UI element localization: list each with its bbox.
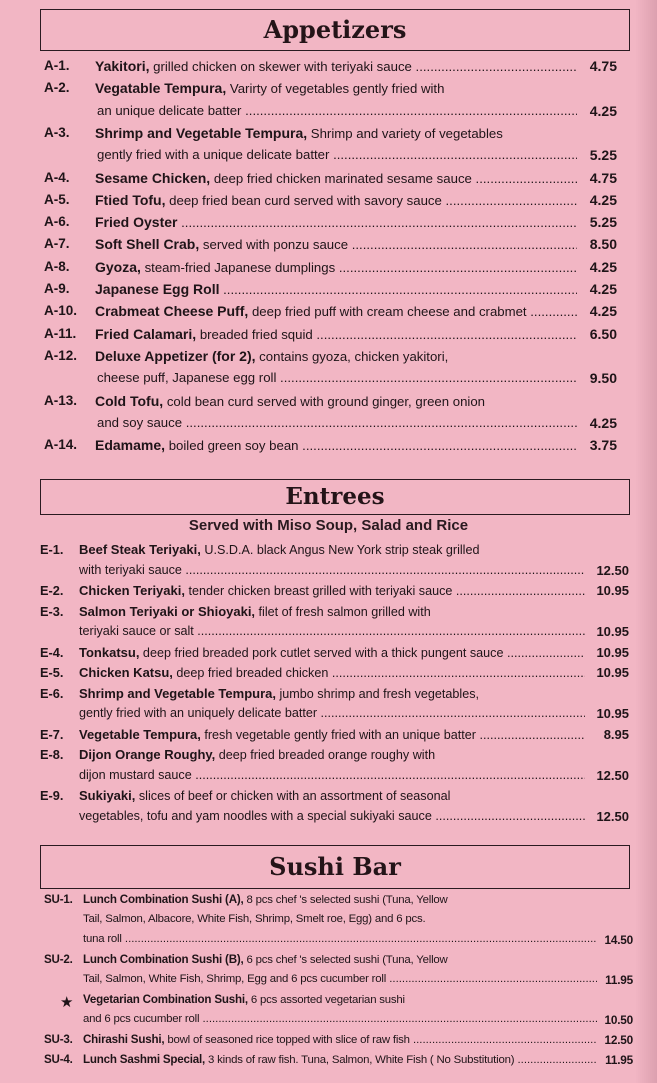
item-description: gently fried with a unique delicate batter bbox=[97, 147, 330, 163]
item-text bbox=[83, 1013, 597, 1025]
item-description: filet of fresh salmon grilled with bbox=[255, 604, 431, 619]
item-text bbox=[95, 259, 577, 275]
item-price: 8.50 bbox=[589, 236, 617, 253]
menu-line bbox=[0, 768, 657, 790]
item-price: 4.75 bbox=[589, 169, 617, 186]
item-price: 10.95 bbox=[596, 665, 629, 680]
menu-line bbox=[0, 348, 657, 370]
item-text bbox=[95, 348, 637, 364]
item-name: Lunch Sashmi Special, bbox=[83, 1053, 206, 1066]
item-code: A-12. bbox=[44, 347, 78, 363]
menu-line bbox=[0, 192, 657, 214]
item-description: dijon mustard sauce bbox=[79, 767, 192, 782]
item-code: A-6. bbox=[44, 214, 70, 230]
menu-line bbox=[0, 281, 657, 303]
item-name: Sesame Chicken, bbox=[95, 169, 211, 186]
menu-line bbox=[0, 973, 657, 995]
item-description: U.S.D.A. black Angus New York strip steak grilled bbox=[200, 543, 480, 557]
item-text bbox=[79, 727, 585, 742]
item-text bbox=[95, 236, 577, 252]
section-title: Entrees bbox=[285, 483, 385, 510]
item-name: Sukiyaki, bbox=[79, 788, 136, 803]
menu-line bbox=[0, 542, 657, 564]
menu-line bbox=[0, 933, 657, 955]
item-name: Chicken Teriyaki, bbox=[79, 583, 185, 598]
item-code: A-1. bbox=[44, 58, 70, 73]
menu-line bbox=[0, 1013, 657, 1035]
menu-line bbox=[0, 214, 657, 236]
item-text bbox=[83, 993, 637, 1006]
item-name: Soft Shell Crab, bbox=[95, 236, 200, 253]
item-price: 10.95 bbox=[596, 624, 629, 639]
item-price: 4.25 bbox=[589, 303, 617, 320]
menu-line bbox=[0, 437, 657, 459]
item-description: Varirty of vegetables gently fried with bbox=[226, 81, 445, 97]
menu-line bbox=[0, 953, 657, 975]
menu-line bbox=[0, 993, 657, 1015]
item-description: grilled chicken on skewer with teriyaki sauce bbox=[149, 59, 412, 74]
menu-line bbox=[0, 604, 657, 626]
item-description: cheese puff, Japanese egg roll bbox=[97, 370, 277, 386]
item-text bbox=[97, 370, 577, 385]
item-description: vegetables, tofu and yam noodles with a special sukiyaki sauce bbox=[79, 808, 432, 823]
item-price: 10.95 bbox=[596, 583, 629, 598]
item-price: 4.25 bbox=[589, 258, 617, 275]
menu-line bbox=[0, 809, 657, 831]
item-code: E-7. bbox=[40, 726, 64, 742]
item-price: 11.95 bbox=[605, 1053, 633, 1067]
item-description: fresh vegetable gently fried with an unique batter bbox=[200, 727, 476, 742]
item-text bbox=[79, 768, 585, 782]
item-description: 6 pcs assorted vegetarian sushi bbox=[247, 994, 405, 1006]
item-code: SU-1. bbox=[44, 893, 73, 906]
item-description: 6 pcs chef 's selected sushi (Tuna, Yellow bbox=[243, 954, 448, 966]
item-text bbox=[83, 913, 637, 925]
item-text bbox=[79, 542, 637, 557]
item-price: 12.50 bbox=[596, 562, 629, 578]
item-price: 5.25 bbox=[589, 214, 617, 231]
star-icon: ★ bbox=[60, 994, 74, 1011]
item-code: SU-4. bbox=[44, 1053, 73, 1066]
item-description: and soy sauce bbox=[97, 414, 183, 430]
item-description: 8 pcs chef 's selected sushi (Tuna, Yellow bbox=[243, 894, 448, 906]
section-title: Sushi Bar bbox=[269, 852, 401, 881]
page-edge-shadow bbox=[635, 0, 657, 1083]
item-code: A-13. bbox=[44, 392, 78, 408]
item-code: A-14. bbox=[44, 437, 78, 453]
item-description: bowl of seasoned rice topped with slice of raw fish bbox=[164, 1034, 410, 1046]
item-description: deep fried breaded orange roughy with bbox=[215, 748, 436, 762]
item-name: Fried Calamari, bbox=[95, 325, 197, 342]
item-description: boiled green soy bean bbox=[165, 438, 299, 454]
item-code: SU-3. bbox=[44, 1033, 73, 1046]
item-code: A-5. bbox=[44, 191, 70, 207]
item-name: Deluxe Appetizer (for 2), bbox=[95, 347, 256, 364]
item-text bbox=[83, 1053, 597, 1066]
item-code: E-3. bbox=[40, 603, 64, 619]
item-description: Tail, Salmon, Albacore, White Fish, Shrimp, Smelt roe, Egg) and 6 pcs. bbox=[83, 913, 426, 925]
item-name: Gyoza, bbox=[95, 258, 141, 275]
item-description: deep fried puff with cream cheese and crabmet bbox=[248, 304, 527, 320]
item-description: contains gyoza, chicken yakitori, bbox=[255, 348, 449, 364]
item-description: Tail, Salmon, White Fish, Shrimp, Egg and 6 pcs cucumber roll bbox=[83, 973, 387, 985]
item-code: A-11. bbox=[44, 325, 77, 341]
item-price: 14.50 bbox=[604, 933, 633, 947]
item-description: served with ponzu sauce bbox=[199, 237, 349, 253]
item-name: Shrimp and Vegetable Tempura, bbox=[95, 124, 308, 141]
item-text bbox=[95, 303, 577, 319]
item-price: 4.25 bbox=[589, 281, 617, 297]
item-text bbox=[97, 147, 577, 162]
item-name: Crabmeat Cheese Puff, bbox=[95, 303, 249, 320]
menu-line bbox=[0, 170, 657, 192]
item-description: jumbo shrimp and fresh vegetables, bbox=[275, 686, 479, 701]
item-price: 9.50 bbox=[589, 370, 617, 387]
item-price: 12.50 bbox=[604, 1033, 633, 1047]
item-code: E-2. bbox=[40, 583, 64, 598]
item-text bbox=[79, 809, 585, 823]
item-text bbox=[95, 170, 577, 186]
item-price: 6.50 bbox=[589, 325, 617, 342]
item-name: Edamame, bbox=[95, 437, 166, 454]
entrees-subtitle: Served with Miso Soup, Salad and Rice bbox=[188, 517, 469, 534]
item-price: 10.95 bbox=[596, 706, 629, 721]
item-name: Vegetable Tempura, bbox=[79, 726, 201, 742]
item-code: A-3. bbox=[44, 124, 70, 140]
item-text bbox=[95, 281, 577, 297]
item-description: deep fried chicken marinated sesame sauce bbox=[210, 170, 472, 186]
item-text bbox=[95, 80, 637, 96]
menu-line bbox=[0, 665, 657, 687]
item-code: E-1. bbox=[40, 542, 64, 557]
menu-line bbox=[0, 80, 657, 102]
item-text bbox=[79, 686, 637, 701]
item-name: Chirashi Sushi, bbox=[83, 1033, 165, 1046]
menu-line bbox=[0, 303, 657, 325]
item-name: Tonkatsu, bbox=[79, 644, 140, 660]
item-price: 4.25 bbox=[589, 191, 617, 208]
menu-line bbox=[0, 727, 657, 749]
item-description: slices of beef or chicken with an assortment of seasonal bbox=[135, 789, 451, 803]
item-price: 11.95 bbox=[605, 973, 633, 987]
menu-line bbox=[0, 326, 657, 348]
item-text bbox=[79, 645, 585, 660]
item-price: 10.50 bbox=[604, 1013, 633, 1027]
item-price: 12.50 bbox=[596, 808, 629, 824]
menu-line bbox=[0, 645, 657, 667]
menu-line bbox=[0, 1033, 657, 1055]
item-code: A-8. bbox=[44, 258, 70, 274]
menu-line bbox=[0, 686, 657, 708]
item-price: 4.75 bbox=[589, 58, 617, 74]
item-name: Vegatable Tempura, bbox=[95, 80, 227, 97]
item-price: 10.95 bbox=[596, 644, 629, 660]
section-header-sushi-bar bbox=[40, 845, 630, 889]
menu-line bbox=[0, 125, 657, 147]
menu-line bbox=[0, 259, 657, 281]
item-description: and 6 pcs cucumber roll bbox=[83, 1013, 200, 1025]
item-name: Yakitori, bbox=[95, 58, 150, 74]
item-code: E-9. bbox=[40, 788, 64, 803]
item-text bbox=[95, 125, 637, 141]
item-text bbox=[79, 788, 637, 803]
item-price: 8.95 bbox=[603, 726, 629, 742]
item-code: SU-2. bbox=[44, 953, 73, 966]
item-name: Salmon Teriyaki or Shioyaki, bbox=[79, 603, 256, 619]
item-code: A-9. bbox=[44, 281, 70, 296]
item-description: with teriyaki sauce bbox=[79, 562, 182, 577]
menu-line bbox=[0, 624, 657, 646]
item-text bbox=[97, 103, 577, 118]
item-description: Shrimp and variety of vegetables bbox=[307, 125, 503, 141]
item-description: deep fried bean curd served with savory sauce bbox=[165, 192, 442, 208]
item-description: tender chicken breast grilled with teriyaki sauce bbox=[184, 584, 453, 598]
item-price: 4.25 bbox=[589, 414, 617, 431]
item-name: Beef Steak Teriyaki, bbox=[79, 542, 201, 557]
item-code: A-2. bbox=[44, 80, 70, 96]
item-code: E-5. bbox=[40, 665, 64, 680]
section-title: Appetizers bbox=[263, 15, 407, 44]
section-header-entrees bbox=[40, 479, 630, 515]
item-code: A-4. bbox=[44, 169, 70, 185]
menu-line bbox=[0, 103, 657, 125]
item-text bbox=[95, 214, 577, 230]
item-text bbox=[83, 1033, 597, 1046]
item-description: steam-fried Japanese dumplings bbox=[140, 259, 336, 275]
item-description: an unique delicate batter bbox=[97, 102, 242, 118]
item-text bbox=[83, 973, 597, 985]
item-text bbox=[79, 583, 585, 598]
menu-line bbox=[0, 1053, 657, 1075]
item-description: deep fried breaded pork cutlet served with a thick pungent sauce bbox=[139, 645, 504, 660]
item-code: E-6. bbox=[40, 685, 64, 701]
section-header-appetizers bbox=[40, 9, 630, 51]
item-price: 4.25 bbox=[589, 102, 617, 119]
item-name: Cold Tofu, bbox=[95, 392, 164, 409]
menu-line bbox=[0, 706, 657, 728]
item-text bbox=[79, 563, 585, 577]
item-text bbox=[95, 393, 637, 409]
item-name: Lunch Combination Sushi (B), bbox=[83, 953, 244, 966]
item-name: Ftied Tofu, bbox=[95, 191, 166, 208]
menu-line bbox=[0, 583, 657, 605]
item-name: Chicken Katsu, bbox=[79, 665, 173, 680]
menu-line bbox=[0, 370, 657, 392]
item-text bbox=[95, 192, 577, 208]
item-name: Vegetarian Combination Sushi, bbox=[83, 993, 248, 1006]
menu-line bbox=[0, 893, 657, 915]
menu-line bbox=[0, 788, 657, 810]
item-description: cold bean curd served with ground ginger, green onion bbox=[163, 393, 486, 409]
item-text bbox=[79, 604, 637, 619]
item-description: gently fried with an uniquely delicate batter bbox=[79, 706, 318, 720]
item-price: 5.25 bbox=[589, 147, 617, 164]
item-name: Shrimp and Vegetable Tempura, bbox=[79, 685, 276, 701]
item-text bbox=[79, 624, 585, 638]
item-code: A-10. bbox=[44, 303, 78, 319]
item-text bbox=[97, 415, 577, 430]
menu-line bbox=[0, 236, 657, 258]
menu-line bbox=[0, 913, 657, 935]
item-price: 12.50 bbox=[596, 767, 629, 783]
menu-line bbox=[0, 58, 657, 80]
item-description: teriyaki sauce or salt bbox=[79, 624, 194, 638]
item-text bbox=[95, 58, 577, 74]
item-name: Lunch Combination Sushi (A), bbox=[83, 893, 244, 906]
item-description: breaded fried squid bbox=[196, 326, 313, 342]
item-code: E-8. bbox=[40, 747, 64, 762]
item-text bbox=[83, 933, 597, 945]
item-text bbox=[83, 953, 637, 966]
item-code: E-4. bbox=[40, 644, 64, 660]
item-name: Dijon Orange Roughy, bbox=[79, 747, 216, 762]
item-name: Japanese Egg Roll bbox=[95, 281, 220, 297]
item-text bbox=[95, 437, 577, 453]
item-description: 3 kinds of raw fish. Tuna, Salmon, White Fish ( No Substitution) bbox=[205, 1054, 515, 1066]
item-text bbox=[83, 893, 637, 906]
menu-line bbox=[0, 415, 657, 437]
item-description: deep fried breaded chicken bbox=[172, 666, 329, 680]
menu-line bbox=[0, 747, 657, 769]
item-text bbox=[79, 747, 637, 762]
menu-line bbox=[0, 147, 657, 169]
item-name: Fried Oyster bbox=[95, 214, 178, 231]
item-price: 3.75 bbox=[589, 437, 617, 454]
menu-line bbox=[0, 563, 657, 585]
item-text bbox=[79, 665, 585, 680]
menu-line bbox=[0, 393, 657, 415]
item-text bbox=[79, 706, 585, 720]
item-text bbox=[95, 326, 577, 342]
item-description: tuna roll bbox=[83, 933, 122, 945]
item-code: A-7. bbox=[44, 236, 70, 252]
